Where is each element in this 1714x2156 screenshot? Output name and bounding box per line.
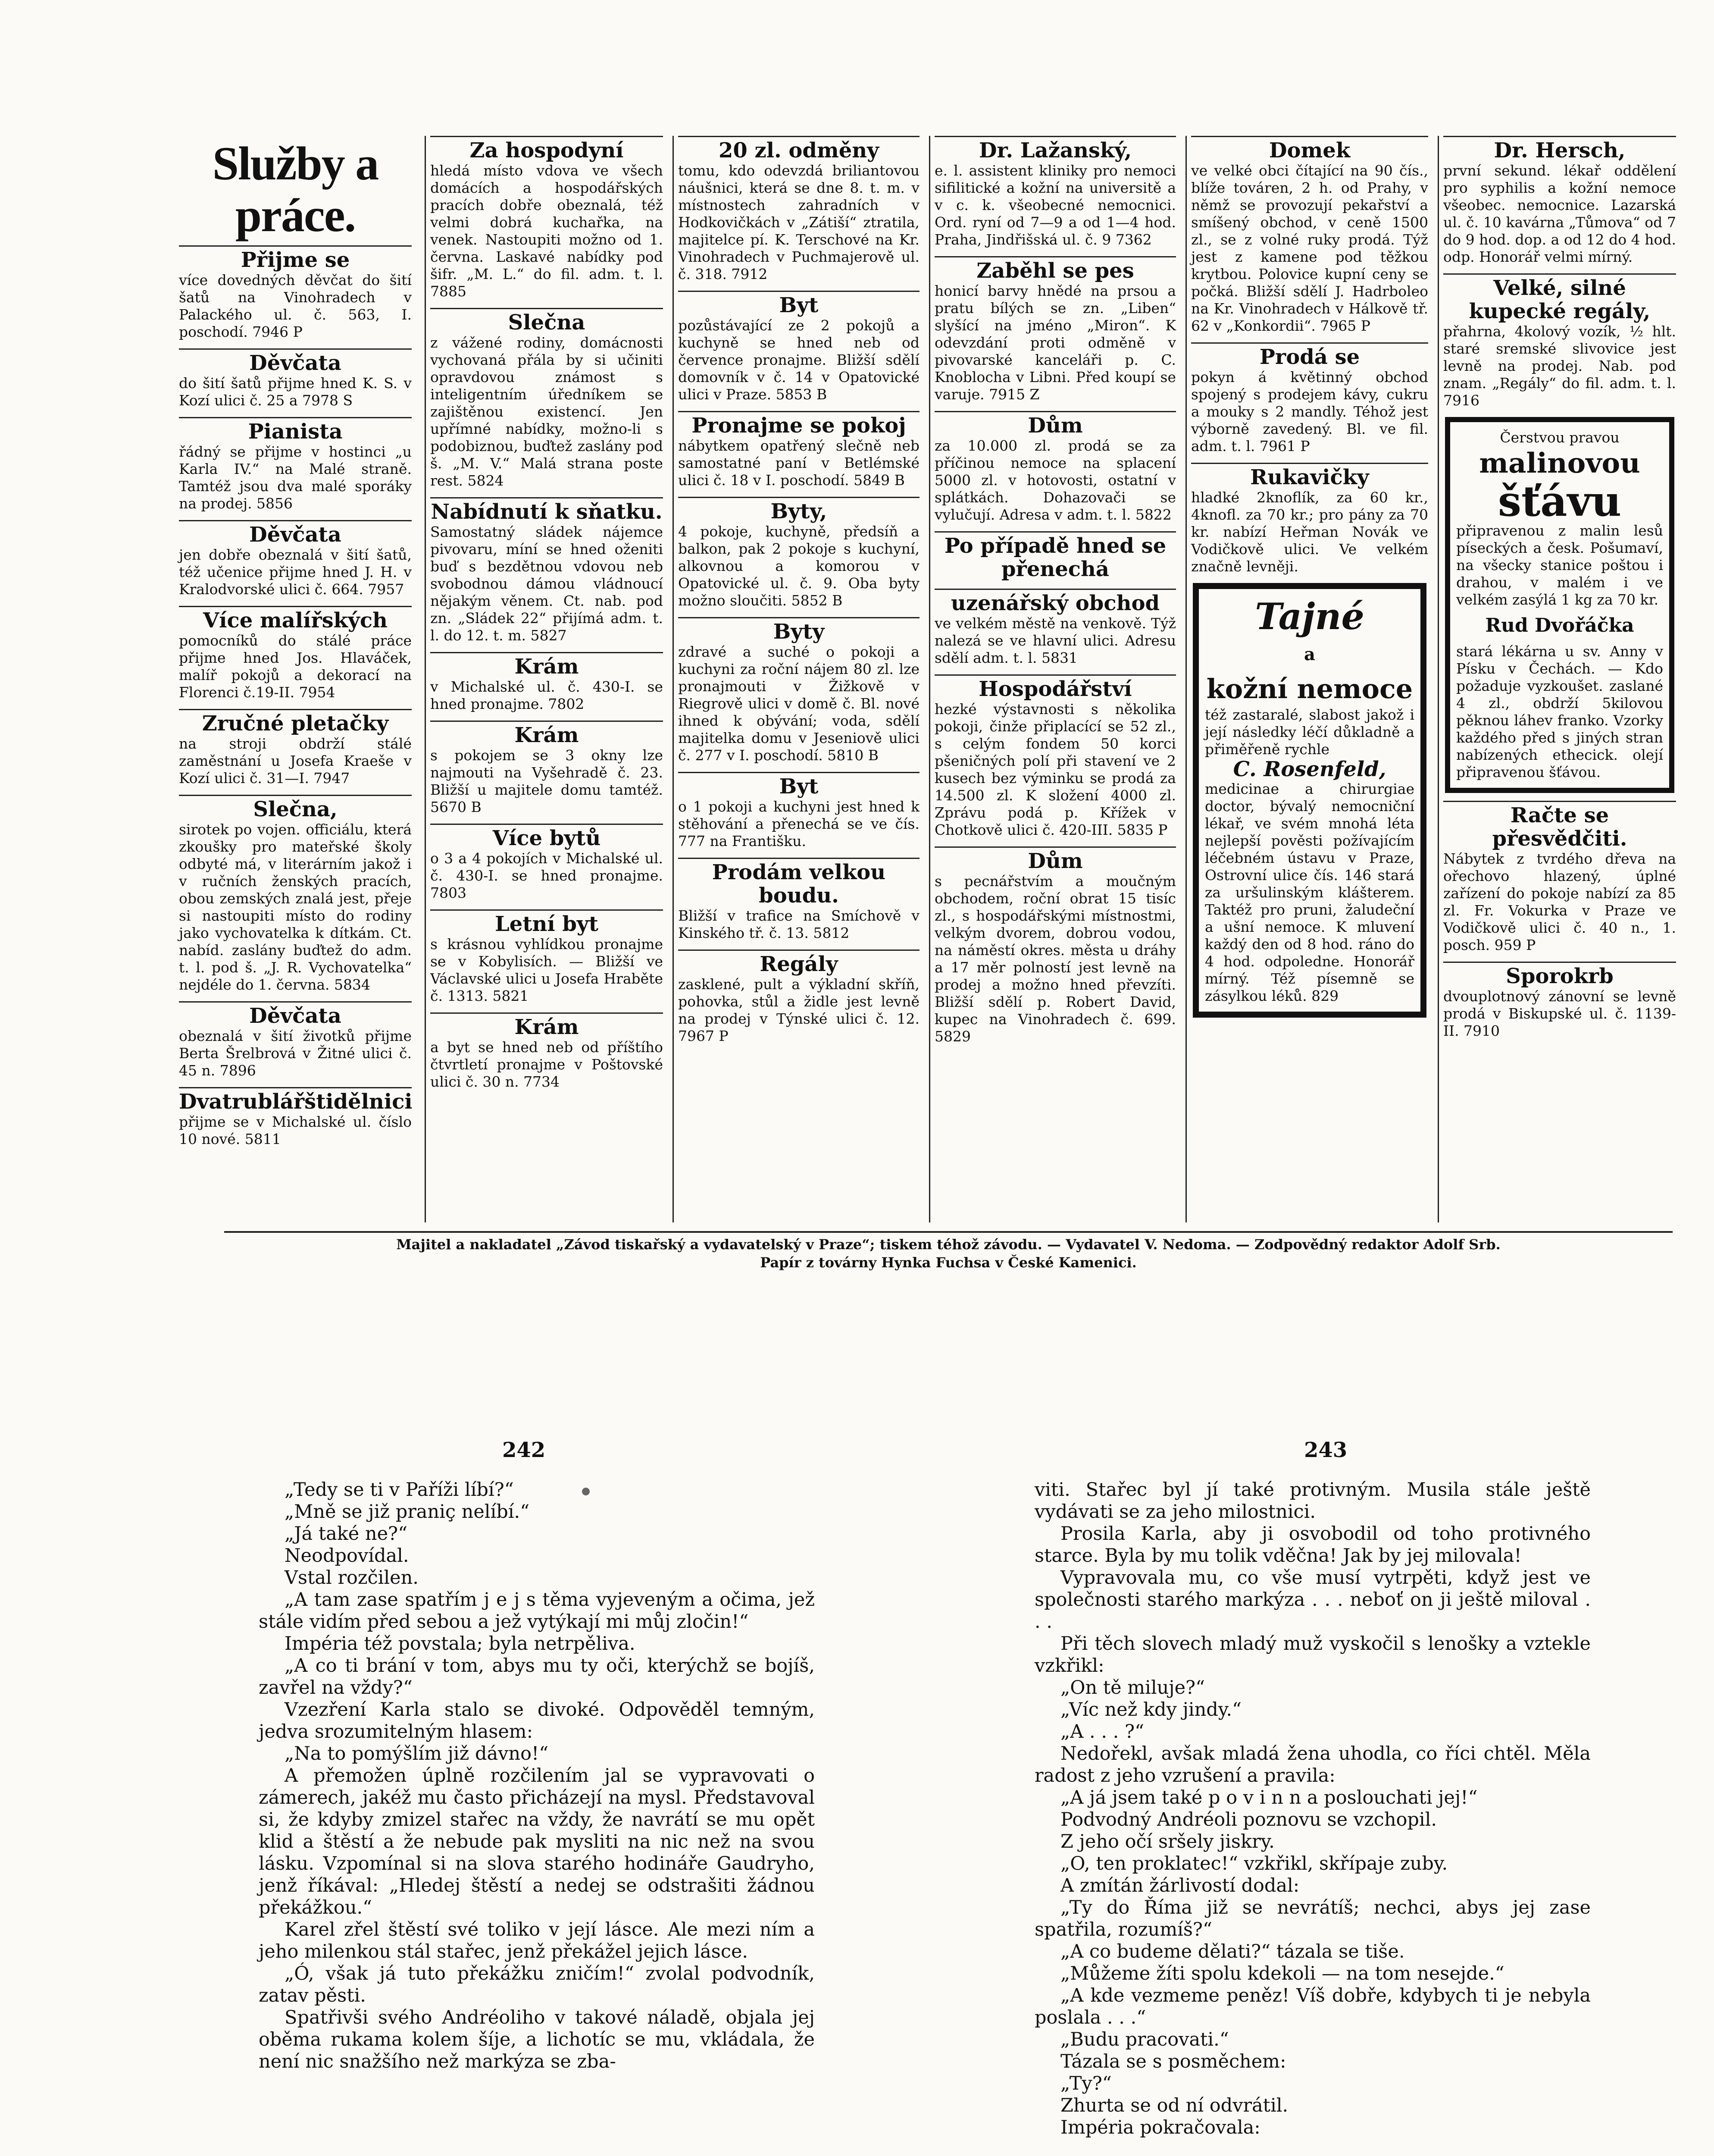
paragraph: Neodpovídal. [285,1545,409,1567]
paragraph: „A kde vezmeme peněz! Víš dobře, kdybych ti je nebyla poslala . . .“ [1035,1985,1591,2028]
page-number-left: 242 [502,1438,546,1462]
ad-heading: Pronajme se pokoj [678,411,920,437]
ad-text: pomocníků do stálé práce přijme hned Jos. Hlaváček, malíř pokojů a dekorací na Florenci č.19-II. 7954 [179,632,412,701]
box-text: připravenou z malin lesů píseckých a česk. Pošumaví, na všecky stanice poštou i drahou, v malém i ve velkém zasýlá 1 kg za 70 kr. [1456,522,1663,608]
box-text: též zastaralé, slabost jakož i její následky léčí důkladně a přiměřeně rychle [1205,706,1414,758]
ad-heading: Sporokrb [1443,962,1676,988]
paragraph: „A . . . ?“ [1060,1721,1145,1742]
paragraph: A přemožen úplně rozčilením jal se vypravovati o zámerech, jakéž mu často přicházejí na mysl. Představoval si, že kdyby zmizel stařec na vždy, že navrátí se mu opět klid a štěstí a že nebude pak mysliti na nic než na svou lásku. Vzpomínal si na slova starého hodináře Gaudryho, jenž říkával: „Hledej štěstí a nedej se odstrašiti žádnou překážkou.“ [259,1765,815,1918]
ad-heading: Přijme se [179,245,412,272]
paragraph: Nedořekl, avšak mladá žena uhodla, co říci chtěl. Měla radost z jeho vzrušení a pravila: [1035,1743,1591,1786]
ad-text: sirotek po vojen. officiálu, která zkoušky pro mateřské školy odbyté má, v literárním jakož i v ručních ženských pracích, obou zemských znalá jest, přeje si nastoupiti místo do rodiny jako vychovatelka k dítkám. Ct. nabíd. zaslány buďtež do adm. t. l. pod š. „J. R. Vychovatelka“ nejdéle do 1. června. 5834 [179,821,412,993]
ad-heading: Velké, silné kupecké regály, [1443,273,1676,323]
ad-heading: Slečna, [179,795,412,821]
ad-heading: Zaběhl se pes [935,256,1176,282]
ad-heading: Hospodářství [935,674,1176,701]
classified-ad [1187,463,1433,575]
box-text: medicinae a chirurgiae doctor, bývalý nemocniční lékař, ve svém mnohá léta nejlepší pověsti požívajícím léčebném ústavu v Praze, Ostrovní ulice čís. 146 stará za uršulinským klášterem. Taktéž pro pruni, žaludeční a ušní nemoce. K mluvení každý den od 8 hod. ráno do 4 hod. odpoledne. Honorář mírný. Též písemně se zásylkou léků. 829 [1205,780,1414,1004]
ad-text: s krásnou vyhlídkou pronajme se v Kobylisích. — Bližší ve Václavské ulici u Josefa Hraběte č. 1313. 5821 [430,936,663,1004]
imprint-paper: Papír z továrny Hynka Fuchsa v České Kamenici. [760,1254,1137,1271]
paragraph: „O, ten proklatec!“ vzkřikl, skřípaje zuby. [1060,1853,1448,1874]
ad-column-2 [425,136,667,1222]
box-subtitle: kožní nemoce [1206,673,1413,705]
ad-column-6 [1438,136,1680,1222]
classified-ad [930,589,1180,667]
ad-heading: Byt [678,291,920,317]
classified-ad [930,256,1180,403]
ad-text: zdravé a suché o pokoji a kuchyni za roční nájem 80 zl. lze pronajmouti v Žižkově v Riegrově ulici v domě č. Bl. nové ihned k obývání; voda, sdělí majitelka domu v Jeseniově ulici č. 277 v I. poschodí. 5810 B [678,643,920,764]
ad-text: Bližší v trafice na Smíchově v Kinského tř. č. 13. 5812 [678,907,920,941]
paragraph: Vzezření Karla stalo se divoké. Odpověděl temným, jedva srozumitelným hlasem: [259,1699,815,1742]
ad-text: na stroji obdrží stálé zaměstnání u Josefa Kraeše v Kozí ulici č. 31—I. 7947 [179,735,412,787]
box-text: stará lékárna u sv. Anny v Písku v Čechách. — Kdo požaduje vyzkoušet. zaslané 4 zl., obdrží 5kilovou pěknou láhev franko. Vzorky každého před s jiných stran nabízených ethecick. olejí připravenou šťávou. [1456,643,1663,780]
paragraph: Z jeho očí sršely jiskry. [1060,1831,1275,1852]
ad-heading: Krám [430,652,663,678]
paragraph: „Můžeme žíti spolu kdekoli — na tom nesejde.“ [1060,1963,1504,1984]
ad-column-3 [672,136,924,1222]
section-heading: Služby a práce. [212,137,378,241]
ad-text: přijme se v Michalské ul. číslo 10 nové. 5811 [179,1113,412,1147]
paragraph: Tázala se s posměchem: [1060,2051,1286,2072]
paragraph: Karel zřel štěstí své toliko v její lásce. Ale mezi ním a jeho milenkou stál stařec, jenž překážel jejich lásce. [259,1919,815,1962]
classified-ad [930,674,1180,839]
ad-text: zasklené, pult a výkladní skříň, pohovka, stůl a židle jest levně na prodej v Týnské ulici č. 12. 7967 P [678,976,920,1044]
paragraph: Vypravovala mu, co vše musí vytrpěti, když jest ve společnosti starého markýza . . . neboť on ji ještě miloval . . . [1035,1567,1591,1633]
classified-ad [674,497,924,609]
ad-heading: Domek [1191,136,1428,162]
paragraph: „Tedy se ti v Paříži líbí?“ [285,1479,514,1501]
classified-ad [426,497,667,644]
paragraph: „On tě miluje?“ [1060,1677,1205,1698]
ad-text: s pecnářstvím a moučným obchodem, roční obrat 15 tisíc zl., s hospodářskými místnostmi, velkým dvorem, dobrou vodou, na náměstí okres. města u dráhy a 17 měr polností jest levně na prodej a možno hned převzíti. Bližší sdělí p. Robert David, kupec na Vinohradech č. 699. 5829 [935,873,1176,1045]
ad-text: do šití šatů přijme hned K. S. v Kozí ulici č. 25 a 7978 S [179,375,412,409]
novel-page-left [259,1479,815,2073]
ad-heading: Děvčata [179,520,412,546]
ad-text: Nábytek z tvrdého dřeva na ořechovo hlazený, úplné zařízení do pokoje nabízí za 85 zl. Fr. Vokurka v Praze ve Vodičkově ulici č. 40 n., 1. posch. 959 P [1443,850,1676,953]
classified-ad [674,617,924,764]
ad-heading: Prodám velkou boudu. [678,858,920,907]
classified-ad [175,795,416,993]
classified-ad [1439,962,1680,1040]
ad-text: řádný se přijme v hostinci „u Karla IV.“ na Malé straně. Tamtéž jsou dva malé sporáky na prodej. 5856 [179,443,412,512]
paragraph: Zhurta se od ní odvrátil. [1060,2095,1289,2116]
ad-text: s pokojem se 3 okny lze najmouti na Vyšehradě č. 23. Bližší u majitele domu tamtéž. 5670 B [430,747,663,815]
ad-heading: Dům [935,411,1176,437]
classified-ad [930,531,1180,581]
ad-text: za 10.000 zl. prodá se za příčinou nemoce na splacení 5000 zl. v hotovosti, ostatní v splátkách. Dohazovači se vylučují. Adresa v adm. t. l. 5822 [935,437,1176,523]
box-title: šťávu [1498,477,1622,526]
classified-ad [426,909,667,1005]
ad-text: o 1 pokoji a kuchyni jest hned k stěhování a přenechá se ve čís. 777 na Františku. [678,798,920,849]
classified-ad [930,411,1180,523]
ad-heading: Rukavičky [1191,463,1428,489]
paragraph: Podvodný Andréoli poznovu se vzchopil. [1060,1809,1437,1830]
ad-text: tomu, kdo odevzdá briliantovou náušnici, která se dne 8. t. m. v místnostech zahradních v Hodkovičkách v „Zátiší“ ztratila, majitelce pí. K. Terschové na Kr. Vinohradech v Puchmajerově ul. č. 318. 7912 [678,162,920,282]
paragraph: „Mně se již praniç nelíbí.“ [285,1501,530,1523]
paragraph: Vstal rozčilen. [285,1567,419,1589]
ad-heading: Prodá se [1191,342,1428,369]
ad-heading: Dr. Lažanský, [935,136,1176,162]
page-number-right: 243 [1304,1438,1348,1462]
classified-ad [674,291,924,403]
ad-text: o 3 a 4 pokojích v Michalské ul. č. 430-I. se hned pronajme. 7803 [430,850,663,901]
ad-text: ve velkém městě na venkově. Týž nalezá se ve hlavní ulici. Adresu sdělí adm. t. l. 5831 [935,615,1176,666]
ad-text: pokyn á květinný obchod spojený s prodejem kávy, cukru a mouky s 2 mandly. Téhož jest výborně zavedený. Bl. ve fil. adm. t. l. 7961 P [1191,369,1428,454]
classified-ad [1439,136,1680,266]
paragraph: Spatřivši svého Andréoliho v takové náladě, objala jej oběma rukama kolem šíje, a lichotíc se mu, vkládala, že není nic snažšího než markýza se zba- [259,2007,815,2072]
ad-text: přahrna, 4kolový vozík, ½ hlt. staré sremské slivovice jest levně na prodej. Nab. pod znam. „Regály“ do fil. adm. t. l. 7916 [1443,323,1676,409]
ad-heading: Více malířských [179,606,412,632]
classified-ad [175,245,416,341]
novel-page-right [1035,1479,1591,2139]
paragraph: „Já také ne?“ [285,1523,408,1545]
ad-heading: Zručné pletačky [179,709,412,735]
paragraph: „A co budeme dělati?“ tázala se tiše. [1060,1941,1405,1962]
classified-ad [426,1012,667,1091]
ad-column-5 [1185,136,1433,1222]
ad-text: 4 pokoje, kuchyně, předsíň a balkon, pak 2 pokoje s kuchyní, alkovnou a komorou v Opatovické ul. č. 9. Oba byty možno sloučiti. 5852 B [678,523,920,609]
paragraph: viti. Stařec byl jí také protivným. Musila stále ještě vydávati se za jeho milostnici. [1035,1479,1591,1523]
ad-heading: Byty [678,617,920,643]
classified-ad [175,1001,416,1079]
paragraph: „A já jsem také p o v i n n a poslouchati jej!“ [1060,1787,1478,1808]
paragraph: Prosila Karla, aby ji osvobodil od toho protivného starce. Byla by mu tolik vděčna! Jak by jej milovala! [1035,1523,1591,1567]
ad-text: ve velké obci čítající na 90 čís., blíže továren, 2 h. od Prahy, v němž se provozují pekařství a smíšený obchod, v ceně 1500 zl., se z volné ruky prodá. Týž jest z kamene pod těžkou krytbou. Polovice kupní ceny se počká. Bližší sdělí J. Hadrboleo na Kr. Vinohradech v Hálkově tř. 62 v „Konkordii“. 7965 P [1191,162,1428,334]
box-lead: Čerstvou pravou [1500,429,1620,446]
ad-heading: Nabídnutí k sňatku. [430,497,663,523]
ad-text: pozůstávající ze 2 pokojů a kuchyně se hned neb od července pronajme. Bližší sdělí domovník v č. 14 v Opatovické ulici v Praze. 5853 B [678,317,920,403]
classified-ad [1187,342,1433,455]
classified-ad [175,348,416,409]
ad-text: jen dobře obeznalá v šití šatů, též učenice přijme hned J. H. v Kralodvorské ulici č. 664. 7957 [179,546,412,598]
classified-ad [426,721,667,816]
ad-text: hledá místo vdova ve všech domácích a hospodářských pracích dobře obeznalá, též velmi dobrá kuchařka, na venek. Nastoupiti možno od 1. června. Laskavé nabídky pod šifr. „M. L.“ do fil. adm. t. l. 7885 [430,162,663,300]
medical-ad-box [1193,583,1426,1018]
ad-heading: Krám [430,721,663,747]
ad-text: hladké 2knoflík, za 60 kr., 4knofl. za 70 kr.; pro pány za 70 kr. nabízí Heřman Novák ve Vodičkově ulici. Ve velkém značně levněji. [1191,489,1428,575]
ad-heading: Dům [935,846,1176,873]
ad-heading: Děvčata [179,348,412,375]
classified-ad [1439,273,1680,409]
paragraph: „Budu pracovati.“ [1060,2029,1229,2050]
box-title: malinovou [1479,447,1640,479]
paragraph: Při těch slovech mladý muž vyskočil s lenošky a vztekle vzkřikl: [1035,1633,1591,1677]
classified-ad [426,308,667,489]
paragraph: „Na to pomýšlím již dávno!“ [285,1743,549,1764]
classified-ad [674,136,924,283]
ad-heading: Slečna [430,308,663,334]
ad-column-4 [929,136,1180,1222]
ad-text: v Michalské ul. č. 430-I. se hned pronajme. 7802 [430,678,663,712]
ad-heading: Byty, [678,497,920,523]
paragraph: „A tam zase spatřím j e j s těma vyjeveným a očima, jež stále vidím před sebou a jež vytýkají mi můj zločin!“ [259,1589,815,1633]
ad-heading: Byt [678,772,920,798]
ad-text: honicí barvy hnědé na prsou a pratu bílých se zn. „Liben“ slyšící na jméno „Miron“. K odevzdání proti odměně v pivovarské kanceláři p. C. Knoblocha v Libni. Před koupí se varuje. 7915 Z [935,282,1176,403]
classified-ad [674,950,924,1045]
ad-heading: 20 zl. odměny [678,136,920,162]
ad-heading: Za hospodyní [430,136,663,162]
classified-ad [426,652,667,713]
box-title: Tajné [1255,595,1364,638]
classified-ad [175,606,416,701]
paragraph: A zmítán žárlivostí dodal: [1060,1875,1300,1896]
ad-text: více dovedných děvčat do šití šatů na Vinohradech v Palackého ul. č. 563, I. poschodí. 7946 P [179,272,412,340]
imprint-publisher: Majitel a nakladatel „Závod tiskařský a vydavatelský v Praze“; tiskem téhož závodu. — Vydavatel V. Nedoma. — Zodpovědný redaktor Adolf Srb. [396,1236,1501,1253]
ad-text: dvouplotnový zánovní se levně prodá v Biskupské ul. č. 1139-II. 7910 [1443,988,1676,1039]
classified-ad [175,520,416,598]
ad-text: první sekund. lékař oddělení pro syphilis a kožní nemoce všeobec. nemocnice. Lazarská ul. č. 10 kavárna „Tůmova“ od 7 do 9 hod. dop. a od 12 do 4 hod. odp. Honorář velmi mírný. [1443,162,1676,265]
paragraph: Impéria pokračovala: [1060,2117,1260,2138]
classified-ad [175,417,416,512]
ad-text: obeznalá v šití životků přijme Berta Šrelbrová v Žitné ulici č. 45 n. 7896 [179,1028,412,1079]
ad-text: Samostatný sládek nájemce pivovaru, míní se hned oženiti buď s bezdětnou vdovou neb svobodnou dámou vládnoucí nějakým věnem. Ct. nab. pod zn. „Sládek 22“ přijímá adm. t. l. do 12. t. m. 5827 [430,523,663,644]
ad-heading: Dr. Hersch, [1443,136,1676,162]
ad-column-1 [175,136,416,1222]
ad-heading: Více bytů [430,824,663,850]
classified-ad [1439,801,1680,954]
paragraph: „Ty do Říma již se nevrátíš; nechci, abys jej zase spatřila, rozumíš?“ [1035,1897,1591,1940]
classified-ad [930,846,1180,1045]
classified-ad [175,1087,416,1148]
paragraph: Impéria též povstala; byla netrpěliva. [285,1633,635,1655]
ad-heading: Děvčata [179,1001,412,1028]
imprint-line [224,1231,1673,1272]
paragraph: „A co ti brání v tom, abys mu ty oči, kterýchž se bojíš, zavřel na vždy?“ [259,1655,815,1698]
ad-text: nábytkem opatřený slečně neb samostatné paní v Betlémské ulici č. 18 v I. poschodí. 5849 B [678,437,920,489]
box-doctor-name: C. Rosenfeld, [1233,757,1386,781]
paragraph: „Ó, však já tuto překážku zničím!“ zvolal podvodník, zatav pěsti. [259,1963,815,2006]
ad-heading: Krám [430,1012,663,1039]
ad-heading: Dvatrublářštidělnici [179,1087,412,1113]
classified-ad [175,709,416,787]
ad-text: a byt se hned neb od příštího čtvrtletí pronajme v Poštovské ulici č. 30 n. 7734 [430,1039,663,1090]
classified-ad [674,772,924,850]
ad-text: e. l. assistent kliniky pro nemoci sifilitické a kožní na universitě a v c. k. všeobecné nemocnici. Ord. ryní od 7—9 a od 1—4 hod. Praha, Jindřišská ul. č. 9 7362 [935,162,1176,248]
ad-heading: Račte se přesvědčiti. [1443,801,1676,850]
print-dot [582,1488,590,1495]
paragraph: „Víc než kdy jindy.“ [1060,1699,1242,1720]
classified-ad [426,824,667,902]
ad-heading: Letní byt [430,909,663,936]
paragraph: „Ty?“ [1060,2073,1112,2094]
ad-text: z vážené rodiny, domácnosti vychovaná přála by si učiniti opravdovou známost s inteligentním úředníkem se zajištěnou existencí. Jen upřímné nabídky, možno-li s podobiznou, buďtež zaslány pod š. „M. V.“ Malá strana poste rest. 5824 [430,334,663,489]
classified-ad [1187,136,1433,335]
classified-ad [674,858,924,942]
box-pharmacy-name: Rud Dvořáčka [1485,614,1634,636]
ad-heading: Po případě hned se přenechá [935,531,1176,581]
ad-heading: Pianista [179,417,412,443]
box-conj: a [1304,644,1315,664]
ad-heading: uzenářský obchod [935,589,1176,615]
advertisement-section [175,136,1679,1222]
classified-ad [930,136,1180,248]
classified-ad [674,411,924,489]
ad-text: hezké výstavnosti s několika pokoji, činže připlacící se 52 zl., s celým fondem 50 korci pšeničných polí při stavení ve 2 kusech bez výminku se prodá za 14.500 zl. K složení 4000 zl. Zprávu podá p. Křížek v Chotkově ulici č. 420-III. 5835 P [935,701,1176,838]
ad-heading: Regály [678,950,920,976]
juice-ad-box [1445,417,1674,793]
classified-ad [426,136,667,300]
